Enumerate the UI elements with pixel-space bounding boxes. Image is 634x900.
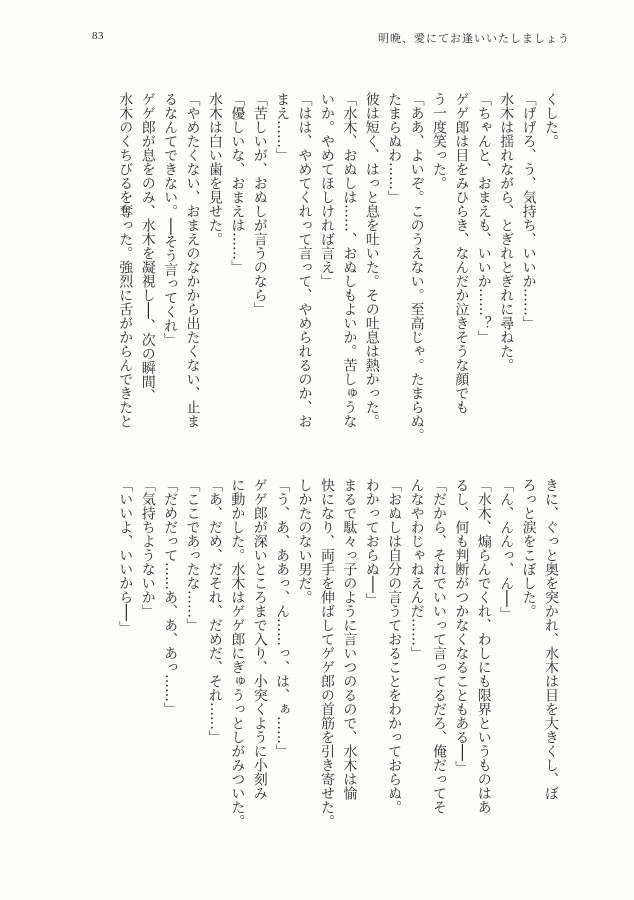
text-line: ゲゲ郎が深いところまで入り、小突くように小刻み bbox=[251, 478, 268, 800]
text-line: しかたのない男だ。 bbox=[296, 478, 313, 604]
text-line: 「おぬしは自分の言うておることをわかっておらぬ。 bbox=[386, 478, 403, 814]
text-line: きに、ぐっと奥を突かれ、水木は目を大きくし、ぼ bbox=[543, 478, 559, 800]
text-line: わかっておらぬ──」 bbox=[363, 478, 380, 607]
text-line: 「ここであったな……」 bbox=[184, 478, 201, 632]
text-line: まるで駄々っ子のように言いつのるので、水木は愉 bbox=[341, 478, 358, 800]
text-line: 「だから、それでいいって言ってるだろ、俺だってそ bbox=[430, 478, 447, 814]
text-line: るなんてできない。──そう言ってくれ」 bbox=[162, 92, 179, 347]
text-line: 水木は揺れながら、とぎれとぎれに尋ねた。 bbox=[498, 92, 515, 372]
text-line: 「う、あ、ああっ、ん……っ、は、ぁ……」 bbox=[274, 478, 291, 758]
text-line: 「ああ、よいぞ。このうえない。至高じゃ。たまらぬ。 bbox=[408, 92, 425, 442]
text-line: 「ちゃんと、おまえも、いいか……？」 bbox=[475, 92, 492, 344]
text-line: たまらぬわ……」 bbox=[386, 92, 403, 204]
text-line: いか。やめてほしければ言え」 bbox=[318, 92, 335, 288]
text-line: るし、何も判断がつかなくなることもある──」 bbox=[453, 478, 470, 775]
text-line: ろっと涙をこぼした。 bbox=[520, 478, 537, 618]
text-line: 「やめたくない、おまえのなかから出たくない、止ま bbox=[184, 92, 201, 428]
text-block-upper bbox=[114, 92, 562, 444]
text-line: 「水木、煽らんでくれ、わしにも限界というものはあ bbox=[475, 478, 492, 814]
text-block-lower bbox=[114, 478, 562, 830]
text-line: う一度笑った。 bbox=[430, 92, 447, 190]
text-line: 「優しいな、おまえは……」 bbox=[229, 92, 246, 274]
text-line: 「水木、おぬしは……、おぬしもよいか。苦しゅうな bbox=[341, 92, 358, 428]
text-line: 「だめだって……あ、あ、あっ……」 bbox=[162, 478, 179, 716]
text-line: 水木は白い歯を見せた。 bbox=[206, 92, 223, 246]
text-line: 「げげろ、う、気持ち、いいか……」 bbox=[520, 92, 537, 330]
text-line: 水木のくちびるを奪った。強烈に舌がからんできたと bbox=[117, 92, 134, 428]
text-line: 「苦しいが、おぬしが言うのなら」 bbox=[251, 92, 268, 316]
text-line: 快になり、両手を伸ばしてゲゲ郎の首筋を引き寄せた。 bbox=[318, 478, 335, 828]
text-line: 「はは、やめてくれって言って、やめられるのか、お bbox=[296, 92, 313, 428]
text-line: くした。 bbox=[543, 92, 559, 148]
text-line: まえ……」 bbox=[274, 92, 291, 162]
text-line: に動かした。水木はゲゲ郎にぎゅうっとしがみついた。 bbox=[229, 478, 246, 828]
text-line: 「あ、だめ、だそれ、だめだ、それ……」 bbox=[206, 478, 223, 744]
text-line: ゲゲ郎が息をのみ、水木を凝視し──、次の瞬間、 bbox=[139, 92, 156, 403]
text-line: んなやわじゃねえんだ……」 bbox=[408, 478, 425, 660]
running-title: 明晩、愛にてお逢いいたしましょう bbox=[378, 32, 570, 45]
text-line: 「いいよ、いいから──」 bbox=[117, 478, 134, 635]
page-number: 83 bbox=[92, 30, 104, 42]
text-line: 「ん、んんっ、ん──」 bbox=[498, 478, 515, 621]
text-line: 彼は短く、はっと息を吐いた。その吐息は熱かった。 bbox=[363, 92, 380, 428]
text-line: 「気持ちようないか」 bbox=[139, 478, 156, 618]
text-line: ゲゲ郎は目をみひらき、なんだか泣きそうな顔でも bbox=[453, 92, 470, 414]
